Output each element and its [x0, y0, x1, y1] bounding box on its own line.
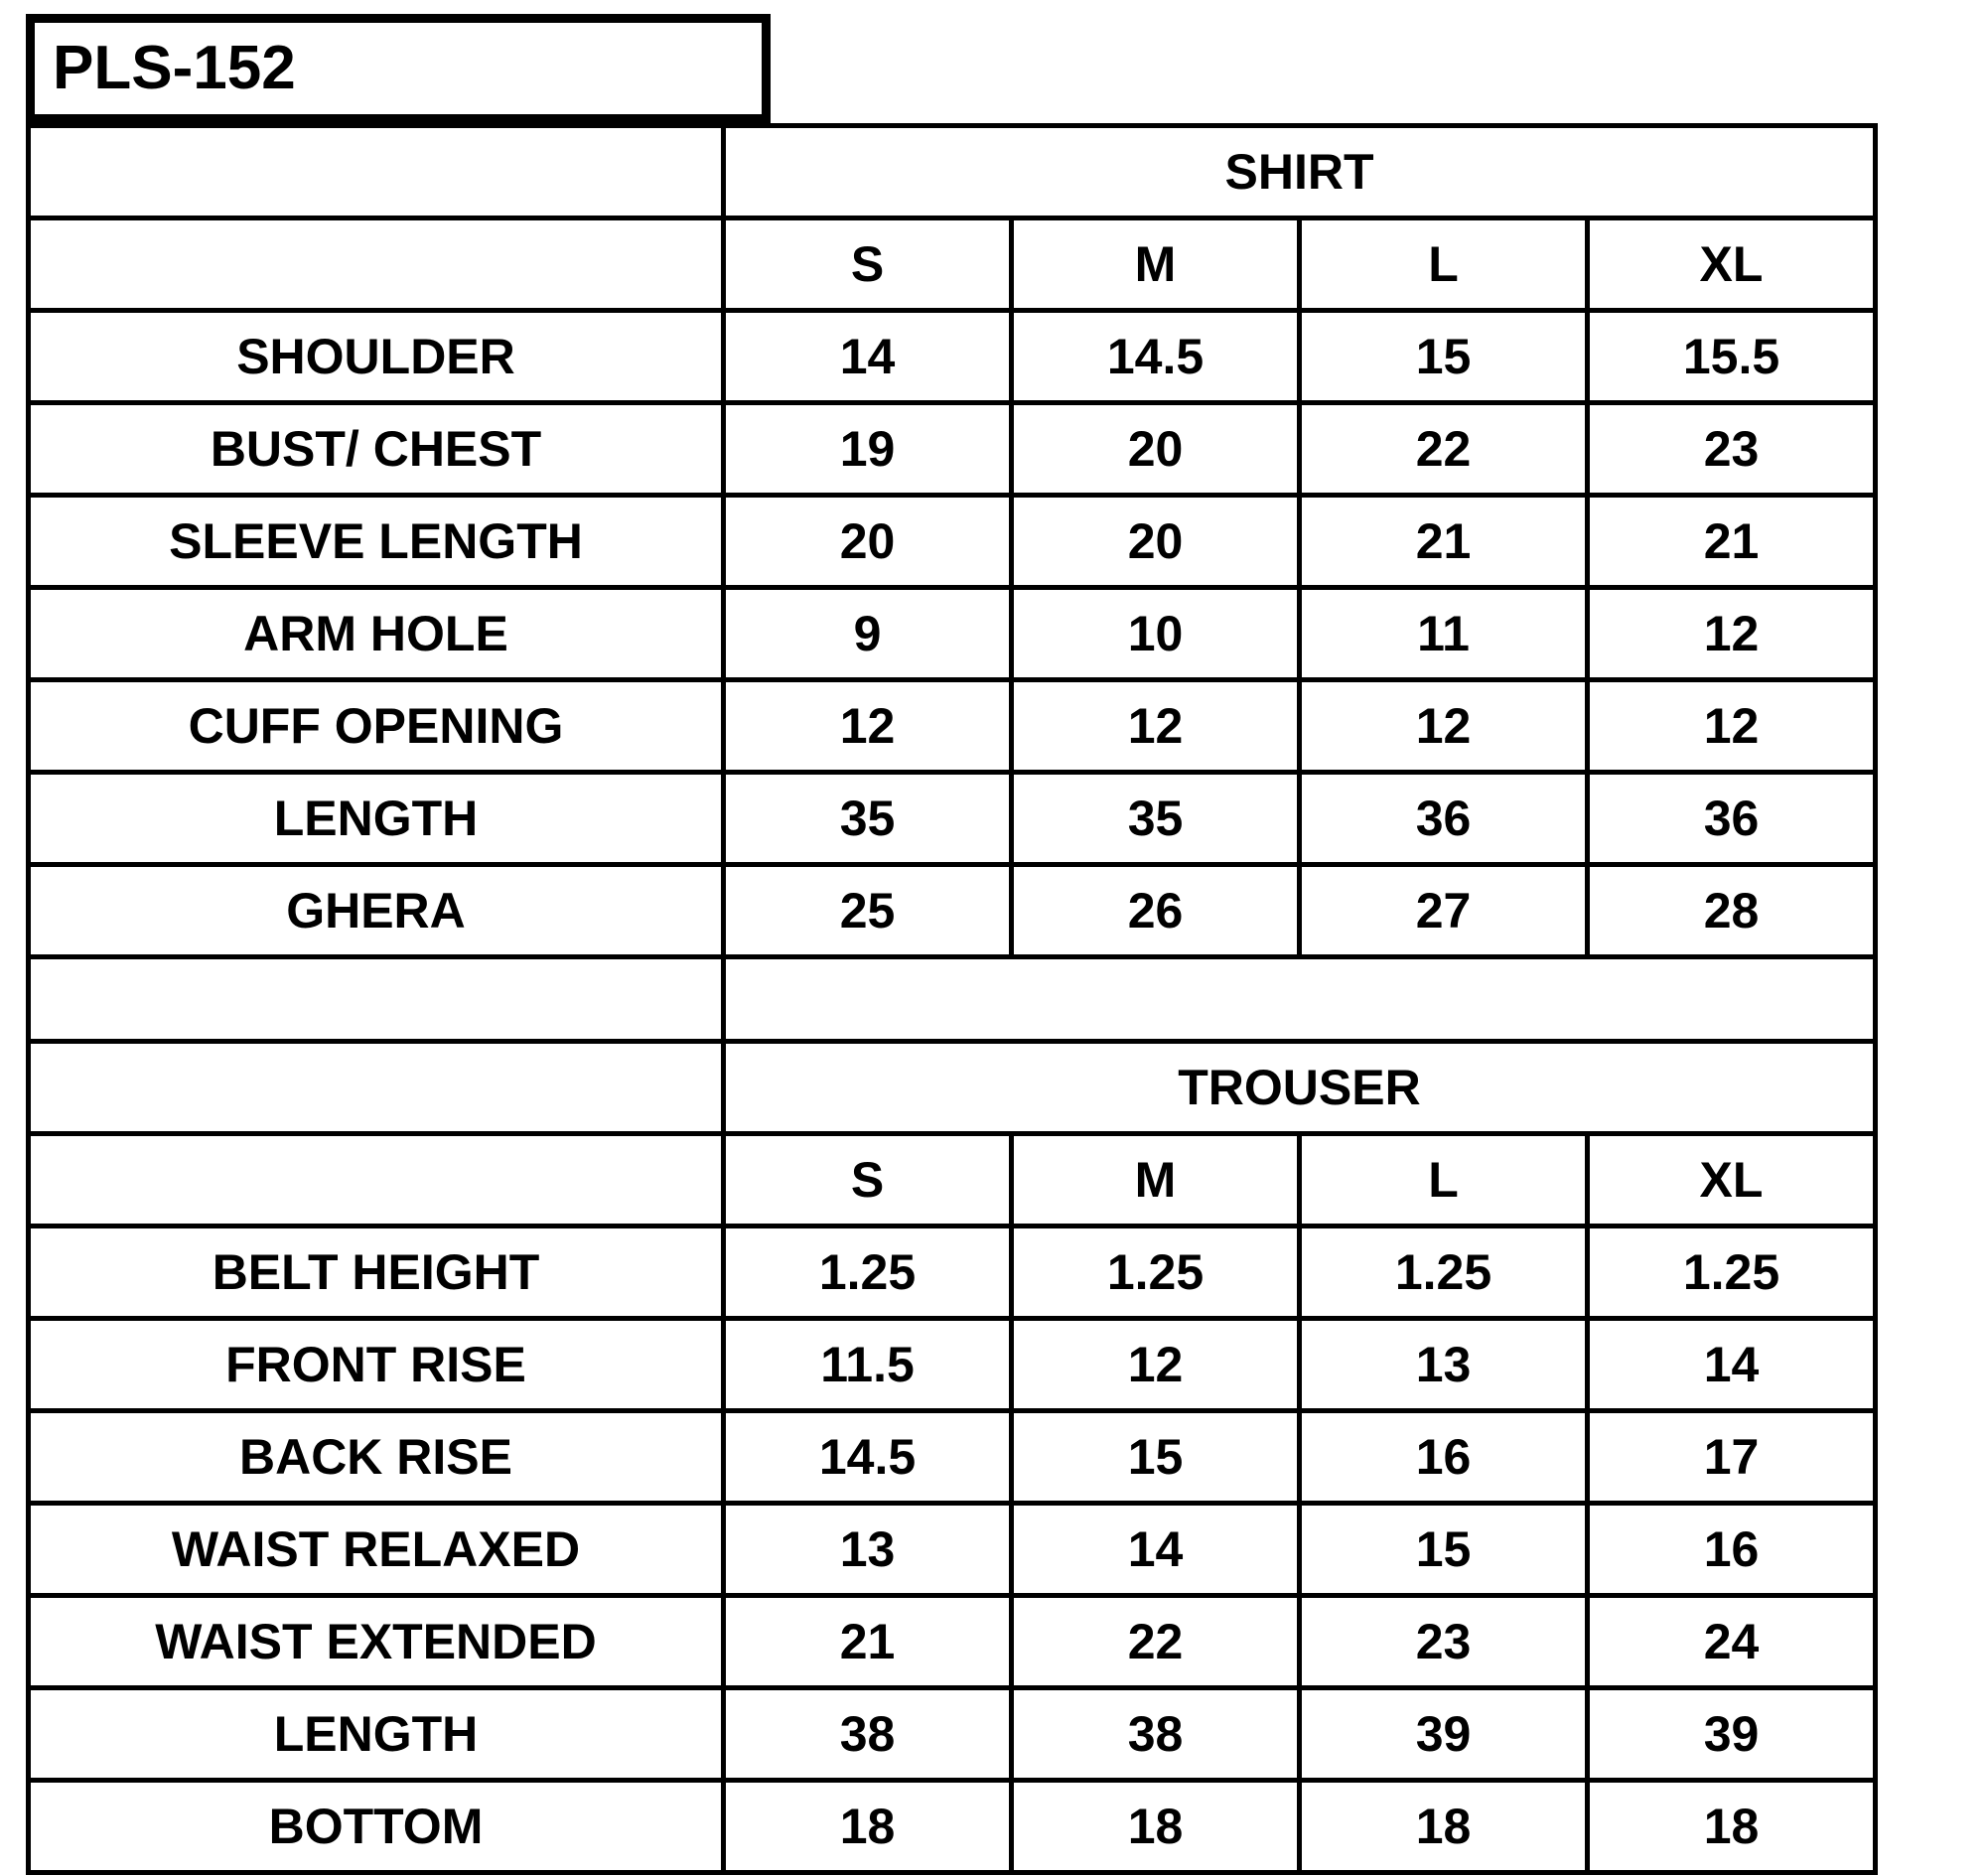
table-row: [29, 1688, 1876, 1781]
header-size-s-trouser: S: [724, 1134, 1012, 1227]
measurement-value-xl: 17: [1588, 1411, 1876, 1504]
table-row: [29, 1411, 1876, 1504]
measurement-value-s: 14: [724, 311, 1012, 403]
measurement-value-xl: 18: [1588, 1781, 1876, 1873]
measurement-label: WAIST RELAXED: [29, 1504, 724, 1596]
measurement-value-m: 38: [1012, 1688, 1300, 1781]
section-title-shirt: SHIRT: [724, 126, 1876, 218]
measurement-value-l: 1.25: [1300, 1227, 1588, 1319]
measurement-value-s: 21: [724, 1596, 1012, 1688]
measurement-label: LENGTH: [29, 773, 724, 865]
section-title-row-trouser: [29, 1042, 1876, 1134]
measurement-value-l: 27: [1300, 865, 1588, 957]
measurement-value-m: 20: [1012, 496, 1300, 588]
measurement-value-l: 36: [1300, 773, 1588, 865]
measurement-value-m: 12: [1012, 680, 1300, 773]
measurement-value-xl: 39: [1588, 1688, 1876, 1781]
measurement-value-xl: 1.25: [1588, 1227, 1876, 1319]
spacer-cell-values: [724, 957, 1876, 1042]
size-header-row-shirt: [29, 218, 1876, 311]
product-code-box: [26, 14, 771, 123]
measurement-value-m: 35: [1012, 773, 1300, 865]
header-size-m-trouser: M: [1012, 1134, 1300, 1227]
measurement-value-s: 14.5: [724, 1411, 1012, 1504]
measurement-value-m: 10: [1012, 588, 1300, 680]
table-row: [29, 588, 1876, 680]
measurement-value-l: 16: [1300, 1411, 1588, 1504]
section-title-spacer-cell: [29, 126, 724, 218]
section-spacer-row: [29, 957, 1876, 1042]
section-title-spacer-cell: [29, 1042, 724, 1134]
measurement-value-l: 15: [1300, 311, 1588, 403]
measurement-value-l: 39: [1300, 1688, 1588, 1781]
table-row: [29, 1319, 1876, 1411]
measurement-value-l: 15: [1300, 1504, 1588, 1596]
table-row: [29, 1227, 1876, 1319]
product-code: PLS-152: [53, 34, 296, 102]
measurement-label: GHERA: [29, 865, 724, 957]
measurement-value-m: 22: [1012, 1596, 1300, 1688]
measurement-value-s: 11.5: [724, 1319, 1012, 1411]
header-size-xl-shirt: XL: [1588, 218, 1876, 311]
measurement-value-l: 12: [1300, 680, 1588, 773]
measurement-value-l: 22: [1300, 403, 1588, 496]
measurement-value-m: 15: [1012, 1411, 1300, 1504]
measurement-value-l: 21: [1300, 496, 1588, 588]
header-blank-shirt: [29, 218, 724, 311]
measurement-value-m: 1.25: [1012, 1227, 1300, 1319]
measurement-value-xl: 24: [1588, 1596, 1876, 1688]
measurement-value-m: 14: [1012, 1504, 1300, 1596]
measurement-label: FRONT RISE: [29, 1319, 724, 1411]
measurement-label: ARM HOLE: [29, 588, 724, 680]
measurement-value-l: 11: [1300, 588, 1588, 680]
table-row: [29, 773, 1876, 865]
measurement-value-s: 12: [724, 680, 1012, 773]
measurement-value-s: 35: [724, 773, 1012, 865]
measurement-value-s: 1.25: [724, 1227, 1012, 1319]
table-row: [29, 680, 1876, 773]
header-size-xl-trouser: XL: [1588, 1134, 1876, 1227]
measurement-value-s: 20: [724, 496, 1012, 588]
header-size-l-shirt: L: [1300, 218, 1588, 311]
table-row: [29, 1504, 1876, 1596]
measurement-value-xl: 21: [1588, 496, 1876, 588]
measurement-value-l: 13: [1300, 1319, 1588, 1411]
measurement-value-s: 38: [724, 1688, 1012, 1781]
measurement-value-xl: 36: [1588, 773, 1876, 865]
measurement-value-s: 9: [724, 588, 1012, 680]
measurement-label: SLEEVE LENGTH: [29, 496, 724, 588]
measurement-label: LENGTH: [29, 1688, 724, 1781]
table-row: [29, 311, 1876, 403]
measurement-label: BACK RISE: [29, 1411, 724, 1504]
measurement-value-xl: 16: [1588, 1504, 1876, 1596]
header-size-l-trouser: L: [1300, 1134, 1588, 1227]
measurement-value-s: 18: [724, 1781, 1012, 1873]
measurement-value-s: 13: [724, 1504, 1012, 1596]
table-row: [29, 1596, 1876, 1688]
measurement-label: SHOULDER: [29, 311, 724, 403]
size-chart-table: [26, 123, 1878, 1875]
section-title-row-shirt: [29, 126, 1876, 218]
measurement-value-xl: 28: [1588, 865, 1876, 957]
measurement-label: WAIST EXTENDED: [29, 1596, 724, 1688]
section-title-trouser: TROUSER: [724, 1042, 1876, 1134]
measurement-value-m: 14.5: [1012, 311, 1300, 403]
measurement-value-m: 12: [1012, 1319, 1300, 1411]
table-row: [29, 865, 1876, 957]
measurement-label: BUST/ CHEST: [29, 403, 724, 496]
measurement-value-xl: 15.5: [1588, 311, 1876, 403]
measurement-value-xl: 14: [1588, 1319, 1876, 1411]
measurement-label: BOTTOM: [29, 1781, 724, 1873]
size-header-row-trouser: [29, 1134, 1876, 1227]
measurement-value-xl: 12: [1588, 588, 1876, 680]
table-row: [29, 1781, 1876, 1873]
measurement-value-l: 18: [1300, 1781, 1588, 1873]
table-row: [29, 496, 1876, 588]
header-size-s-shirt: S: [724, 218, 1012, 311]
measurement-value-s: 25: [724, 865, 1012, 957]
table-row: [29, 403, 1876, 496]
measurement-value-l: 23: [1300, 1596, 1588, 1688]
measurement-value-s: 19: [724, 403, 1012, 496]
measurement-value-xl: 23: [1588, 403, 1876, 496]
measurement-value-m: 20: [1012, 403, 1300, 496]
measurement-value-m: 26: [1012, 865, 1300, 957]
measurement-label: BELT HEIGHT: [29, 1227, 724, 1319]
spacer-cell-label: [29, 957, 724, 1042]
measurement-value-m: 18: [1012, 1781, 1300, 1873]
measurement-value-xl: 12: [1588, 680, 1876, 773]
measurement-label: CUFF OPENING: [29, 680, 724, 773]
header-blank-trouser: [29, 1134, 724, 1227]
header-size-m-shirt: M: [1012, 218, 1300, 311]
